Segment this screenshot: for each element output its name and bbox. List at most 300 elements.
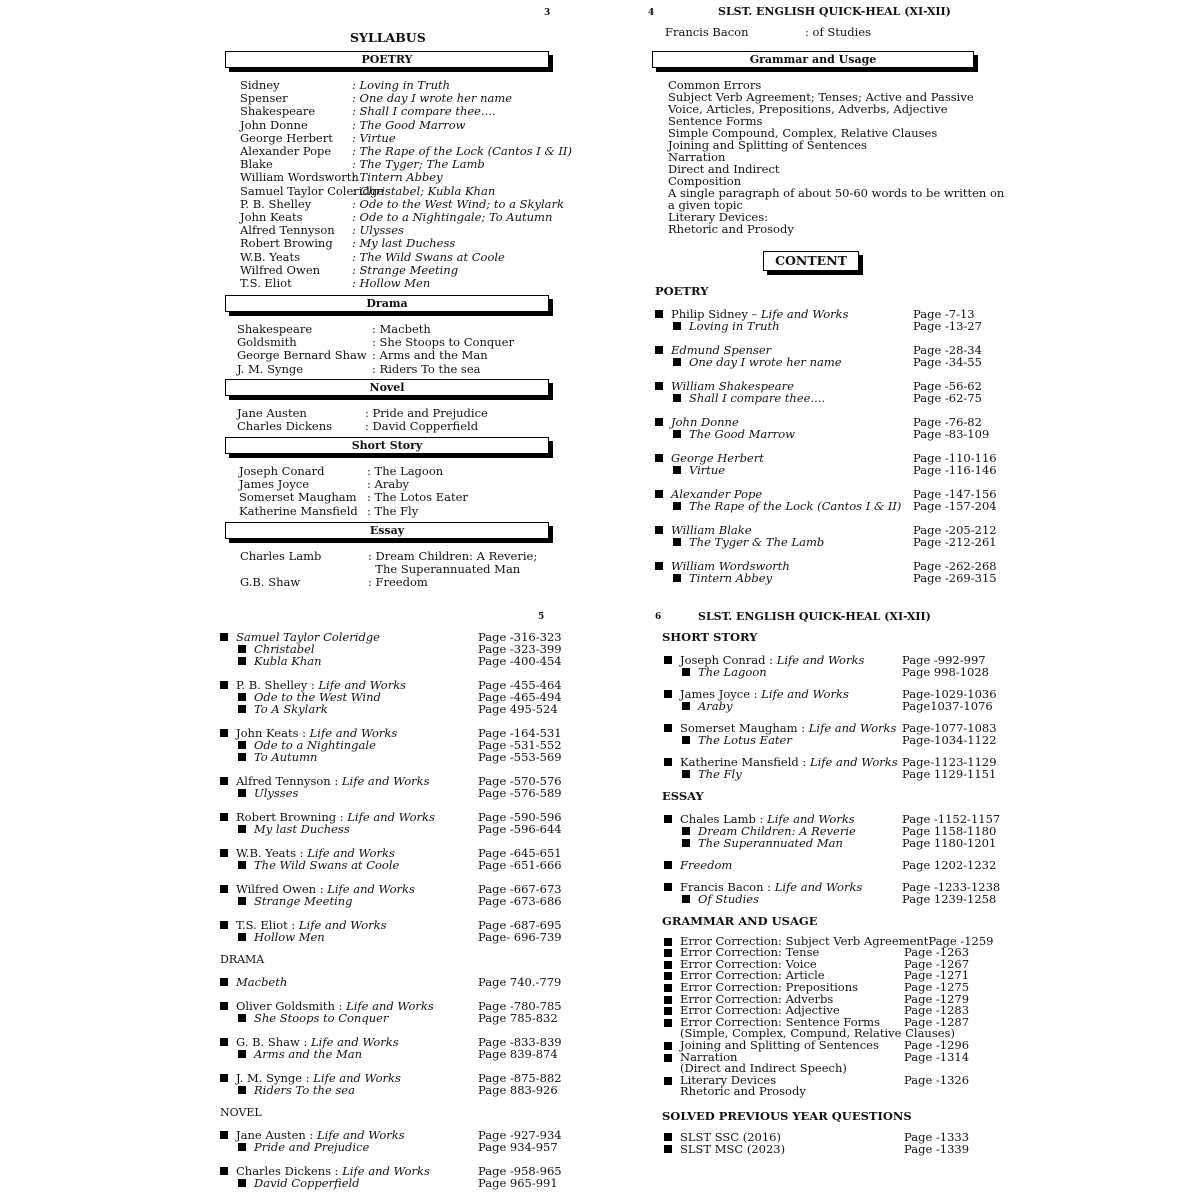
bullet-square-icon [238, 861, 246, 869]
bullet-square-icon [682, 827, 690, 835]
entry-page: Page -833-839 [478, 1035, 562, 1050]
grammar-text: Error Correction: Article [680, 968, 825, 983]
entry-page: Page -62-75 [913, 391, 982, 405]
grammar-usage-list [668, 78, 1005, 236]
entry-group [220, 1164, 562, 1191]
content-poetry-list [655, 307, 997, 596]
entry-line [220, 1176, 558, 1191]
entry-text [254, 703, 478, 715]
bullet-square-icon [238, 1143, 246, 1151]
entry-work: The Lotus Eater [698, 733, 792, 748]
entry-author: Wilfred Owen : [236, 882, 328, 896]
grammar-line: Simple Compound, Complex, Relative Clauses [668, 126, 938, 140]
bullet-square-icon [664, 1019, 672, 1027]
syllabus-row [240, 119, 560, 132]
entry-text [698, 734, 902, 746]
entry-author: Alfred Tennyson : [236, 774, 342, 788]
author-name: William Wordsworth [240, 170, 359, 185]
entry-group [655, 380, 985, 404]
solved-page: Page -1339 [904, 1142, 970, 1157]
entry-group [220, 726, 562, 764]
solved-row [664, 1143, 982, 1155]
work-title: : The Lotos Eater [367, 490, 468, 505]
entry-work: Tintern Abbey [689, 571, 773, 585]
entry-page: Page 785-832 [478, 1011, 558, 1026]
entry-group [655, 559, 997, 585]
author-name: G.B. Shaw [240, 575, 301, 590]
essay-list [662, 812, 1001, 907]
author-name: Goldsmith [237, 335, 297, 350]
author-name: J. M. Synge [237, 361, 304, 376]
entry-page: Page-1077-1083 [902, 721, 997, 736]
author-name: George Herbert [240, 130, 333, 145]
section-heading-4: Essay [225, 522, 549, 539]
entry-work: David Copperfield [254, 1176, 360, 1191]
bullet-square-icon [220, 1167, 228, 1175]
entry-group [664, 687, 997, 714]
bullet-square-icon [664, 724, 672, 732]
grammar-line: Subject Verb Agreement; Tenses; Active and Passive [668, 90, 974, 104]
bullet-square-icon [655, 562, 663, 570]
entry-author: Chales Lamb : [680, 812, 768, 827]
bullet-square-icon [664, 938, 672, 946]
bullet-square-icon [238, 1086, 246, 1094]
bullet-square-icon [673, 394, 681, 402]
syllabus-row [239, 505, 559, 518]
grammar-page: Page -1271 [904, 968, 970, 983]
bullet-square-icon [220, 633, 228, 641]
author-name: P. B. Shelley [240, 196, 312, 211]
entry-line [655, 463, 997, 477]
author-name: Robert Browing [240, 236, 333, 251]
work-title: : The Tyger; The Lamb [352, 157, 485, 172]
entry-author: Oliver Goldsmith : [236, 999, 347, 1014]
entry-line [220, 858, 562, 872]
short-story-list [662, 653, 997, 782]
syllabus-row [240, 251, 560, 264]
bullet-square-icon [664, 690, 672, 698]
author-name: Shakespeare [240, 104, 316, 119]
section-rows-0 [240, 78, 572, 291]
entry-text [689, 356, 913, 368]
work-title: : Macbeth [372, 322, 431, 336]
work-title: : Freedom [368, 575, 428, 590]
bullet-square-icon [664, 1133, 672, 1141]
entry-line [655, 499, 997, 513]
author-name: Samuel Taylor Coleridge [240, 183, 384, 198]
bullet-square-icon [220, 978, 228, 986]
entry-text [254, 1141, 478, 1153]
syllabus-title: SYLLABUS [350, 30, 426, 45]
page-number-6: 6 [655, 612, 662, 622]
page-number-5: 5 [538, 612, 545, 622]
work-title: : Virtue [352, 130, 396, 145]
entry-work: The Lagoon [698, 665, 767, 680]
entry-line [220, 894, 562, 908]
entry-work: Ulysses [254, 786, 299, 800]
entry-line [220, 1083, 558, 1098]
work-title: : Araby [367, 477, 410, 492]
work-title: : Ode to the West Wind; to a Skylark [352, 196, 564, 211]
entry-group [664, 653, 990, 680]
entry-work: George Herbert [671, 451, 764, 465]
entry-page: Page -992-997 [902, 653, 986, 668]
entry-page: Page 934-957 [478, 1140, 558, 1155]
entry-group [655, 451, 997, 477]
entry-group [664, 755, 997, 782]
entry-author: Francis Bacon : [680, 880, 775, 895]
bullet-square-icon [655, 490, 663, 498]
bullet-square-icon [682, 770, 690, 778]
entry-line [220, 1011, 558, 1026]
entry-page: Page -651-666 [478, 858, 562, 872]
entry-page: Page -687-695 [478, 918, 562, 932]
work-title: : The Wild Swans at Coole [352, 249, 505, 264]
entry-page: Page -147-156 [913, 487, 997, 501]
entry-group [220, 918, 562, 944]
grammar-page: Page -1263 [904, 945, 970, 960]
author-name: Alfred Tennyson [240, 223, 335, 238]
entry-work: The Superannuated Man [698, 836, 843, 851]
bullet-square-icon [220, 813, 228, 821]
entry-text [698, 837, 902, 849]
entry-page: Page 839-874 [478, 1047, 558, 1062]
bullet-square-icon [655, 382, 663, 390]
bullet-square-icon [664, 1145, 672, 1153]
entry-page: Page 1158-1180 [902, 824, 997, 839]
entry-group [664, 858, 997, 873]
entry-text [689, 572, 913, 584]
entry-page: Page -455-464 [478, 678, 562, 692]
bullet-square-icon [664, 656, 672, 664]
entry-line [664, 665, 990, 680]
work-title: The Superannuated Man [368, 562, 521, 577]
entry-work: Life and Works [760, 307, 849, 321]
work-title: : Arms and the Man [372, 348, 488, 363]
entry-line [220, 975, 562, 990]
entry-text [689, 428, 913, 440]
entry-group [655, 523, 997, 549]
bullet-square-icon [664, 861, 672, 869]
bullet-square-icon [673, 574, 681, 582]
bullet-square-icon [220, 777, 228, 785]
bullet-square-icon [220, 1074, 228, 1082]
bullet-square-icon [664, 883, 672, 891]
entry-page: Page -269-315 [913, 571, 997, 585]
entry-author: Philip Sidney – [671, 307, 761, 321]
entry-text [689, 320, 913, 332]
entry-page: Page -164-531 [478, 726, 562, 740]
work-title: : Ulysses [352, 223, 404, 238]
entry-text [236, 976, 478, 988]
solved-text: SLST MSC (2023) [680, 1142, 786, 1157]
entry-text [689, 500, 913, 512]
entry-author: Jane Austen : [236, 1128, 317, 1143]
entry-group [220, 1128, 562, 1155]
entry-work: Life and Works [347, 810, 435, 824]
entry-work: Life and Works [346, 999, 434, 1014]
bullet-square-icon [238, 705, 246, 713]
entry-author: Charles Dickens : [236, 1164, 343, 1179]
entry-page: Page -212-261 [913, 535, 997, 549]
grammar-line: Sentence Forms [668, 114, 763, 128]
entry-group [655, 487, 997, 513]
author-name: W.B. Yeats [240, 249, 301, 264]
solved-questions-list [662, 1131, 982, 1155]
grammar-text: Rhetoric and Prosody [680, 1084, 806, 1099]
essay-heading: ESSAY [662, 789, 704, 804]
entry-page: Page 998-1028 [902, 665, 990, 680]
grammar-text: Error Correction: Subject Verb Agreement [680, 933, 929, 948]
entry-text [698, 768, 902, 780]
entry-work: The Tyger & The Lamb [689, 535, 825, 549]
entry-work: Ode to the West Wind [254, 690, 381, 704]
entry-page: Page -262-268 [913, 559, 997, 573]
grammar-text: (Simple, Complex, Compund, Relative Clauses) [680, 1026, 955, 1041]
bullet-square-icon [238, 741, 246, 749]
bullet-spacer [664, 1088, 672, 1096]
author-name: John Keats [240, 210, 303, 225]
entry-group [220, 975, 562, 990]
entry-work: Araby [698, 699, 733, 714]
entry-group [220, 810, 562, 836]
entry-work: Hollow Men [254, 930, 325, 944]
entry-text [254, 1177, 478, 1189]
entry-page: Page -7-13 [913, 307, 975, 321]
entry-work: Life and Works [318, 678, 407, 692]
section-rows-2 [237, 407, 557, 433]
bullet-square-icon [238, 693, 246, 701]
work-title: : Loving in Truth [352, 78, 451, 92]
grammar-text: Error Correction: Adjective [680, 1003, 840, 1018]
work-title: : Shall I compare thee.... [352, 104, 496, 119]
work-title: : Strange Meeting [352, 262, 459, 277]
entry-line [655, 320, 985, 332]
entry-work: Shall I compare thee.... [689, 391, 826, 405]
work-title: : The Rape of the Lock (Cantos I & II) [352, 144, 572, 159]
grammar-text: Error Correction: Prepositions [680, 979, 859, 994]
work-title: : David Copperfield [365, 419, 479, 434]
author-name: Alexander Pope [240, 144, 332, 159]
grammar-text: Literary Devices [680, 1072, 777, 1087]
grammar-text: Error Correction: Tense [680, 945, 820, 960]
entry-page: Page-1123-1129 [902, 755, 997, 770]
entry-line [655, 571, 997, 585]
bullet-square-icon [238, 1014, 246, 1022]
entry-work: To A Skylark [254, 702, 328, 716]
entry-work: The Wild Swans at Coole [254, 858, 400, 872]
grammar-line: Literary Devices: [668, 210, 768, 224]
bullet-square-icon [220, 729, 228, 737]
page-number-4: 4 [648, 8, 655, 18]
entry-work: Life and Works [776, 653, 865, 668]
bullet-square-icon [220, 1038, 228, 1046]
grammar-text: (Direct and Indirect Speech) [680, 1061, 847, 1076]
entry-text [254, 1048, 478, 1060]
bullet-square-icon [664, 1042, 672, 1050]
grammar-line: A single paragraph of about 50-60 words to be written on [668, 186, 1005, 200]
entry-line [664, 733, 997, 748]
entry-work: The Rape of the Lock (Cantos I & II) [689, 499, 902, 513]
entry-work: One day I wrote her name [689, 355, 842, 369]
entry-line [655, 427, 990, 441]
entry-text [254, 823, 478, 835]
work-title: : Dream Children: A Reverie; [368, 549, 538, 563]
grammar-page: Page -1259 [928, 933, 994, 948]
bullet-square-icon [673, 466, 681, 474]
entry-page: Page -1152-1157 [902, 812, 1001, 827]
bullet-square-icon [673, 358, 681, 366]
entry-page: Page-1029-1036 [902, 687, 997, 702]
entry-line [664, 699, 993, 714]
entry-line [220, 786, 562, 800]
bullet-square-icon [655, 526, 663, 534]
entry-page: Page -323-399 [478, 642, 562, 656]
author-name: Katherine Mansfield [239, 503, 358, 518]
grammar-page: Page -1267 [904, 956, 970, 971]
solved-questions-heading: SOLVED PREVIOUS YEAR QUESTIONS [662, 1108, 912, 1123]
entry-page: Page 1239-1258 [902, 892, 997, 907]
bullet-square-icon [220, 681, 228, 689]
section-heading-1: Drama [225, 295, 549, 312]
entry-work: Arms and the Man [254, 1047, 363, 1062]
grammar-text: Error Correction: Sentence Forms [680, 1014, 880, 1029]
bullet-square-icon [238, 1050, 246, 1058]
grammar-line: Voice, Articles, Prepositions, Adverbs, Adjective [668, 102, 948, 116]
grammar-page: Page -1296 [904, 1037, 970, 1052]
bullet-square-icon [655, 418, 663, 426]
entry-group [220, 1035, 562, 1062]
bullet-square-icon [664, 996, 672, 1004]
author-name: Shakespeare [237, 322, 313, 336]
bullet-square-icon [220, 921, 228, 929]
section-rows-4 [240, 550, 560, 590]
entry-page: Page-1034-1122 [902, 733, 997, 748]
entry-author: J. M. Synge : [236, 1071, 314, 1086]
entry-work: Samuel Taylor Coleridge [236, 630, 380, 644]
work-title: : Tintern Abbey [352, 170, 443, 185]
syllabus-row [237, 349, 557, 362]
section-heading-3: Short Story [225, 437, 549, 454]
work-title: : Christabel; Kubla Khan [352, 183, 496, 198]
entry-work: Pride and Prejudice [254, 1140, 370, 1155]
bacon-work: : of Studies [805, 25, 872, 39]
grammar-page: Page -1275 [904, 979, 970, 994]
entry-page: Page -570-576 [478, 774, 562, 788]
entry-work: Life and Works [316, 1128, 405, 1143]
entry-page: Page -116-146 [913, 463, 997, 477]
author-name: Jane Austen [237, 406, 307, 420]
grammar-line: Direct and Indirect [668, 162, 780, 176]
novel-heading: NOVEL [220, 1106, 262, 1120]
bullet-square-icon [655, 310, 663, 318]
entry-author: W.B. Yeats : [236, 846, 308, 860]
entry-text [254, 751, 478, 763]
entry-author: John Keats : [236, 726, 310, 740]
entry-work: Edmund Spenser [671, 343, 772, 357]
entry-text [698, 893, 902, 905]
bullet-square-icon [238, 933, 246, 941]
author-name: Wilfred Owen [240, 262, 321, 277]
bullet-square-icon [238, 897, 246, 905]
grammar-line: Composition [668, 174, 742, 188]
entry-work: Riders To the sea [254, 1083, 355, 1098]
author-name: George Bernard Shaw [237, 348, 367, 363]
grammar-line: Narration [668, 150, 726, 164]
grammar-line: Common Errors [668, 78, 762, 92]
entry-author: James Joyce : [680, 687, 762, 702]
entry-line [664, 836, 997, 851]
section-heading-0: POETRY [225, 51, 549, 68]
solved-text: SLST SSC (2016) [680, 1130, 781, 1145]
entry-author: Robert Browning : [236, 810, 348, 824]
solved-page: Page -1333 [904, 1130, 970, 1145]
entry-page: Page 495-524 [478, 702, 558, 716]
bullet-square-icon [238, 657, 246, 665]
entry-line [664, 892, 997, 907]
entry-group [220, 774, 562, 800]
grammar-line: a given topic [668, 198, 743, 212]
entry-page: Page -875-882 [478, 1071, 562, 1086]
entry-page: Page1037-1076 [902, 699, 993, 714]
author-name: James Joyce [239, 477, 310, 492]
entry-text [689, 536, 913, 548]
work-title: : Hollow Men [352, 276, 431, 291]
author-name: Blake [240, 157, 273, 172]
entry-page: Page -110-116 [913, 451, 997, 465]
entry-work: My last Duchess [254, 822, 350, 836]
content-list-page5 [220, 630, 562, 1201]
entry-work: Virtue [689, 463, 726, 477]
entry-work: Ode to a Nightingale [254, 738, 376, 752]
entry-text [680, 859, 902, 871]
entry-author: Katherine Mansfield : [680, 755, 810, 770]
bullet-square-icon [664, 984, 672, 992]
section-rows-3 [239, 465, 559, 518]
author-name: Charles Lamb [240, 549, 322, 563]
syllabus-row [240, 185, 560, 198]
entry-text [254, 1084, 478, 1096]
entry-line [220, 822, 562, 836]
bullet-square-icon [238, 1179, 246, 1187]
entry-work: Dream Children: A Reverie [698, 824, 856, 839]
entry-page: Page 740.-779 [478, 975, 562, 990]
entry-work: Life and Works [767, 812, 855, 827]
entry-line [664, 858, 997, 873]
entry-line [220, 702, 558, 716]
work-title: : The Good Marrow [352, 117, 466, 132]
entry-page: Page 1202-1232 [902, 858, 997, 873]
bullet-square-icon [673, 322, 681, 330]
entry-text [698, 666, 902, 678]
entry-text [698, 700, 902, 712]
entry-page: Page -673-686 [478, 894, 562, 908]
bullet-square-icon [220, 885, 228, 893]
bullet-square-icon [682, 702, 690, 710]
entry-page: Page -1233-1238 [902, 880, 1001, 895]
author-name: T.S. Eliot [240, 276, 292, 291]
entry-page: Page -13-27 [913, 319, 982, 333]
bullet-square-icon [664, 815, 672, 823]
entry-work: Macbeth [236, 975, 288, 990]
entry-page: Page -28-34 [913, 343, 982, 357]
entry-page: Page 1180-1201 [902, 836, 997, 851]
entry-work: The Good Marrow [689, 427, 795, 441]
entry-line [220, 1047, 558, 1062]
work-title: : She Stoops to Conquer [372, 335, 514, 350]
entry-work: William Wordsworth [671, 559, 790, 573]
entry-text [689, 392, 913, 404]
